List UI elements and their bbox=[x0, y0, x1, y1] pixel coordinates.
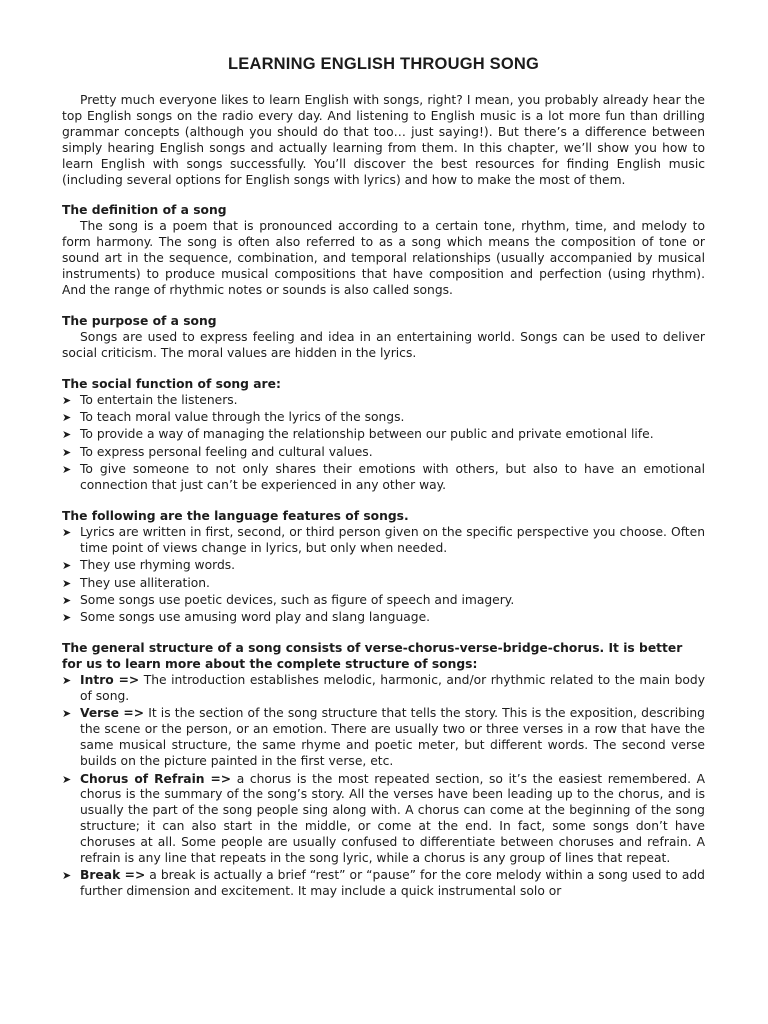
structure-term: Intro => bbox=[80, 673, 140, 688]
arrow-bullet-icon: ➤ bbox=[62, 593, 72, 607]
arrow-bullet-icon: ➤ bbox=[62, 772, 72, 786]
purpose-paragraph: Songs are used to express feeling and idea in an entertaining world. Songs can be used to deliver social criticism. The moral values are hidden in the lyrics. bbox=[62, 329, 705, 360]
arrow-bullet-icon: ➤ bbox=[62, 674, 72, 688]
arrow-bullet-icon: ➤ bbox=[62, 393, 72, 407]
list-item: ➤ Verse => It is the section of the song structure that tells the story. This is the exposition, describing the scene or the person, or an emotion. There are usually two or three verses in a row that have the same musical structure, the same rhyme and poetic meter, but different words. The second verse builds on the picture painted in the first verse, etc. bbox=[62, 706, 705, 769]
arrow-bullet-icon: ➤ bbox=[62, 525, 72, 539]
list-item: ➤ To provide a way of managing the relationship between our public and private emotional life. bbox=[62, 427, 654, 442]
list-item: ➤ Some songs use poetic devices, such as figure of speech and imagery. bbox=[62, 592, 515, 607]
list-item: ➤ To teach moral value through the lyrics of the songs. bbox=[62, 409, 405, 424]
arrow-bullet-icon: ➤ bbox=[62, 410, 72, 424]
definition-section bbox=[62, 203, 705, 298]
arrow-bullet-icon: ➤ bbox=[62, 611, 72, 625]
social-function-list bbox=[62, 393, 705, 494]
list-item: ➤ To entertain the listeners. bbox=[62, 392, 238, 407]
list-item: ➤ Chorus of Refrain => a chorus is the most repeated section, so it’s the easiest remembered. A chorus is the summary of the song’s story. All the verses have been leading up to the chorus, and is usually the part of the song people sing along with. A chorus can come at the beginning of the song structure; it can also start in the middle, or come at the end. In fact, some songs don’t have choruses at all. Some people are usually confused to differentiate between choruses and refrain. A refrain is any line that repeats in the song lyric, while a chorus is any group of lines that repeat. bbox=[62, 771, 705, 866]
list-item: ➤ To give someone to not only shares their emotions with others, but also to have an emotional connection that just can’t be experienced in any other way. bbox=[62, 462, 705, 493]
page-title: LEARNING ENGLISH THROUGH SONG bbox=[227, 55, 540, 73]
language-features-section bbox=[62, 509, 705, 626]
arrow-bullet-icon: ➤ bbox=[62, 463, 72, 477]
language-features-heading: The following are the language features of songs. bbox=[62, 508, 409, 523]
arrow-bullet-icon: ➤ bbox=[62, 869, 72, 883]
arrow-bullet-icon: ➤ bbox=[62, 445, 72, 459]
social-function-section bbox=[62, 377, 705, 494]
structure-term: Break => bbox=[80, 868, 146, 883]
definition-heading: The definition of a song bbox=[62, 203, 227, 218]
social-function-heading: The social function of song are: bbox=[62, 376, 281, 391]
list-item: ➤ Break => a break is actually a brief “rest” or “pause” for the core melody within a song used to add further dimension and excitement. It may include a quick instrumental solo or bbox=[62, 868, 705, 899]
structure-term: Chorus of Refrain => bbox=[80, 771, 232, 786]
song-structure-list bbox=[62, 673, 705, 900]
language-features-list bbox=[62, 525, 705, 626]
list-item: ➤ They use alliteration. bbox=[62, 575, 210, 590]
intro-paragraph: Pretty much everyone likes to learn English with songs, right? I mean, you probably already hear the top English songs on the radio every day. And listening to English music is a lot more fun than drilling grammar concepts (although you should do that too… just saying!). But there’s a difference between simply hearing English songs and actually learning from them. In this chapter, we’ll show you how to learn English with songs successfully. You’ll discover the best resources for finding English music (including several options for English songs with lyrics) and how to make the most of them. bbox=[62, 93, 705, 187]
arrow-bullet-icon: ➤ bbox=[62, 707, 72, 721]
definition-paragraph: The song is a poem that is pronounced according to a certain tone, rhythm, time, and melody to form harmony. The song is often also referred to as a song which means the composition of tone or sound art in the sequence, combination, and temporal relationships (usually accompanied by musical instruments) to produce musical compositions that have composition and perfection (using rhythm). And the range of rhythmic notes or sounds is also called songs. bbox=[62, 219, 705, 297]
list-item: ➤ Lyrics are written in first, second, or third person given on the specific perspective you choose. Often time point of views change in lyrics, but only when needed. bbox=[62, 524, 705, 555]
list-item: ➤ Intro => The introduction establishes melodic, harmonic, and/or rhythmic related to the main body of song. bbox=[62, 673, 705, 703]
list-item: ➤ They use rhyming words. bbox=[62, 558, 236, 573]
structure-term: Verse => bbox=[80, 706, 145, 721]
arrow-bullet-icon: ➤ bbox=[62, 428, 72, 442]
list-item: ➤ Some songs use amusing word play and slang language. bbox=[62, 610, 431, 625]
song-structure-section bbox=[62, 641, 705, 900]
purpose-heading: The purpose of a song bbox=[62, 313, 217, 328]
arrow-bullet-icon: ➤ bbox=[62, 559, 72, 573]
arrow-bullet-icon: ➤ bbox=[62, 576, 72, 590]
song-structure-heading: The general structure of a song consists of verse-chorus-verse-bridge-chorus. It is better for us to learn more about the complete structure of songs: bbox=[62, 641, 683, 672]
document-page bbox=[62, 54, 705, 902]
list-item: ➤ To express personal feeling and cultural values. bbox=[62, 444, 373, 459]
purpose-section bbox=[62, 314, 705, 362]
